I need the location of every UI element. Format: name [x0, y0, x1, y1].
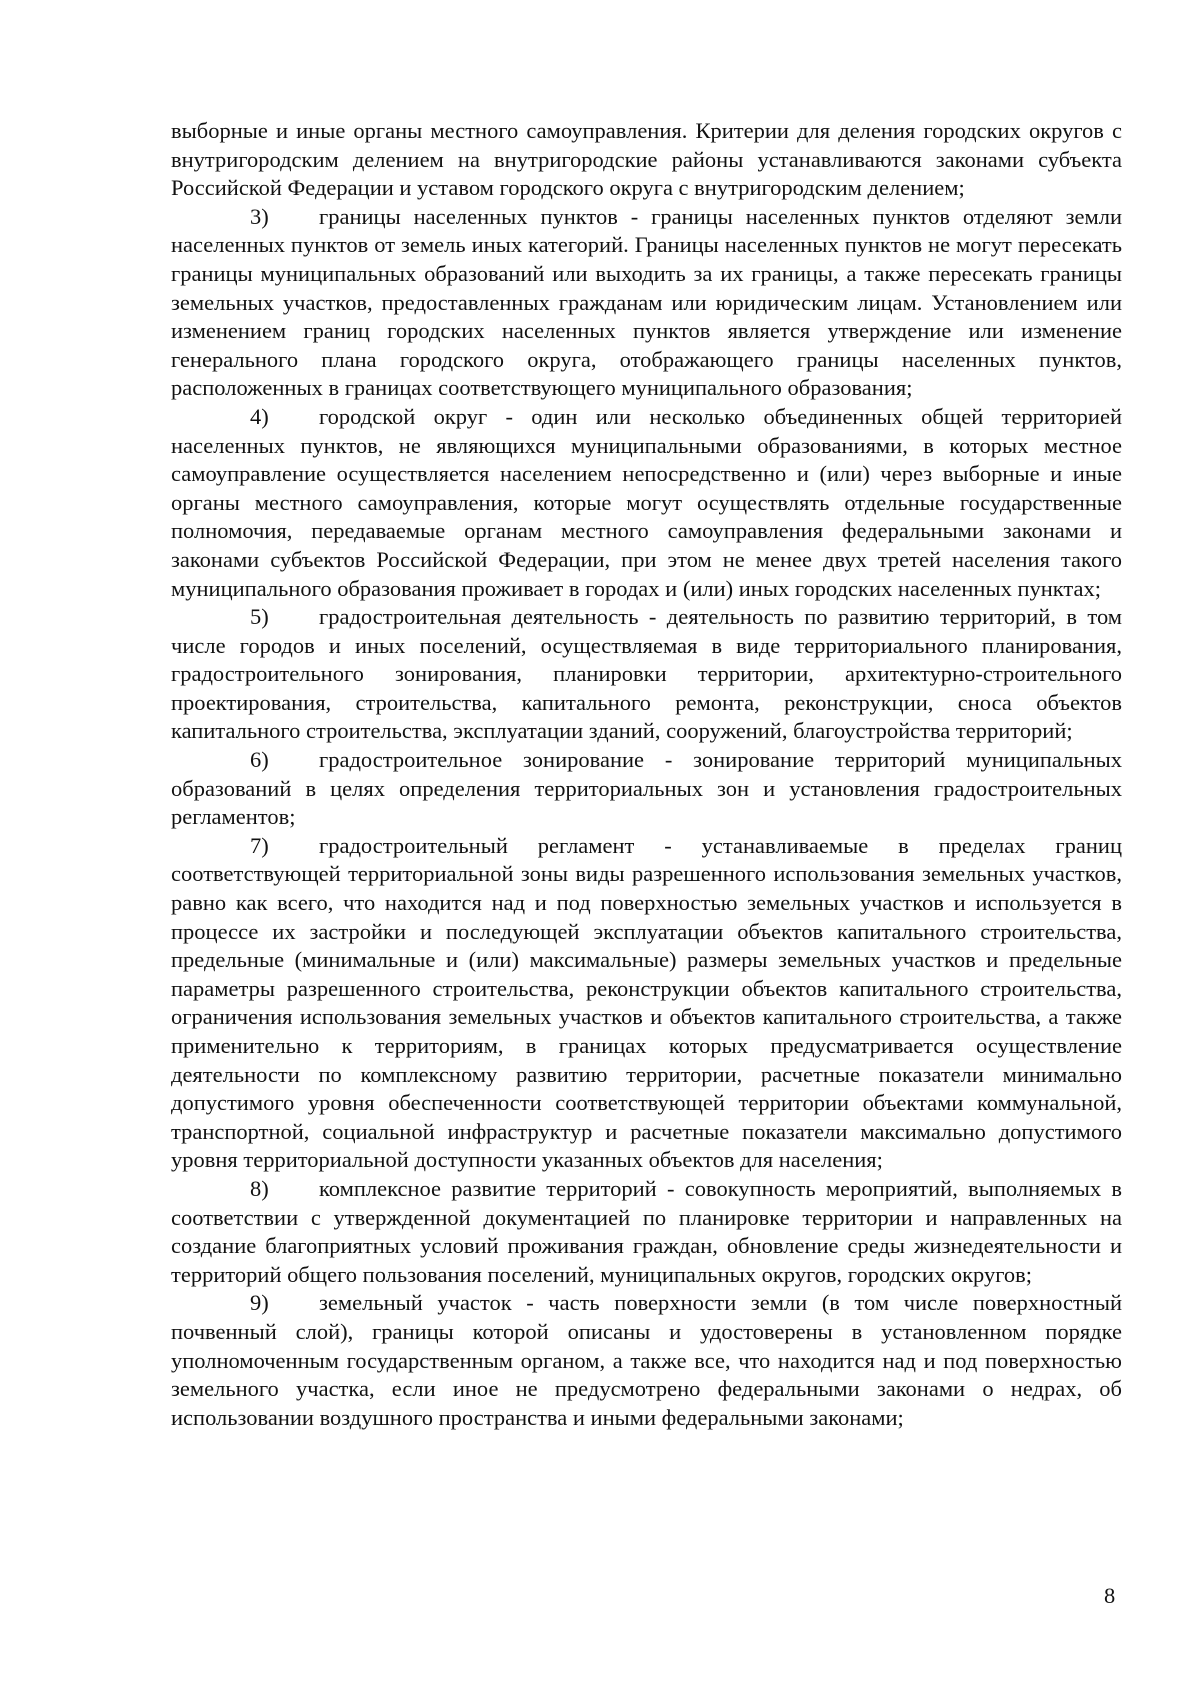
- list-item-9: [171, 1289, 1122, 1432]
- item-number: 7): [250, 832, 269, 858]
- item-text: городской округ - один или несколько объединенных общей территорией населенных пунктов, не являющихся муниципальными образованиями, в которых местное самоуправление осуществляется населением непосредственно и (или) через выборные и иные органы местного самоуправления, которые могут осуществлять отдельные государственные полномочия, передаваемые органам местного самоуправления федеральными законами и законами субъектов Российской Федерации, при этом не менее двух третей населения такого муниципального образования проживает в городах и (или) иных городских населенных пунктах;: [171, 403, 1122, 601]
- item-text: градостроительная деятельность - деятельность по развитию территорий, в том числе городов и иных поселений, осуществляемая в виде территориального планирования, градостроительного зонирования, планировки территории, архитектурно-строительного проектирования, строительства, капитального ремонта, реконструкции, сноса объектов капитального строительства, эксплуатации зданий, сооружений, благоустройства территорий;: [171, 604, 1122, 744]
- item-number: 9): [250, 1290, 269, 1316]
- list-item-5: [171, 603, 1122, 746]
- page-number: 8: [1104, 1583, 1116, 1608]
- item-number: 6): [250, 747, 269, 773]
- list-item-3: [171, 203, 1122, 403]
- list-item-7: [171, 832, 1122, 1175]
- item-text: границы населенных пунктов - границы населенных пунктов отделяют земли населенных пунктов от земель иных категорий. Границы населенных пунктов не могут пересекать границы муниципальных образований или выходить за их границы, а также пересекать границы земельных участков, предоставленных гражданам или юридическим лицам. Установлением или изменением границ городских населенных пунктов является утверждение или изменение генерального плана городского округа, отображающего границы населенных пунктов, расположенных в границах соответствующего муниципального образования;: [171, 203, 1122, 401]
- item-number: 5): [250, 604, 269, 630]
- item-number: 4): [250, 403, 269, 429]
- document-body: [171, 117, 1122, 1432]
- item-number: 8): [250, 1175, 269, 1201]
- item-text: градостроительное зонирование - зонирование территорий муниципальных образований в целях определения территориальных зон и установления градостроительных регламентов;: [171, 747, 1122, 830]
- list-item-4: [171, 403, 1122, 603]
- item-text: земельный участок - часть поверхности земли (в том числе поверхностный почвенный слой), границы которой описаны и удостоверены в установленном порядке уполномоченным государственным органом, а также все, что находится над и под поверхностью земельного участка, если иное не предусмотрено федеральными законами о недрах, об использовании воздушного пространства и иными федеральными законами;: [171, 1290, 1122, 1430]
- item-number: 3): [250, 203, 269, 229]
- item-text: градостроительный регламент - устанавливаемые в пределах границ соответствующей территориальной зоны виды разрешенного использования земельных участков, равно как всего, что находится над и под поверхностью земельных участков и используется в процессе их застройки и последующей эксплуатации объектов капитального строительства, предельные (минимальные и (или) максимальные) размеры земельных участков и предельные параметры разрешенного строительства, реконструкции объектов капитального строительства, ограничения использования земельных участков и объектов капитального строительства, а также применительно к территориям, в границах которых предусматривается осуществление деятельности по комплексному развитию территории, расчетные показатели минимально допустимого уровня обеспеченности соответствующей территории объектами коммунальной, транспортной, социальной инфраструктур и расчетные показатели максимально допустимого уровня территориальной доступности указанных объектов для населения;: [171, 832, 1122, 1173]
- list-item-8: [171, 1175, 1122, 1289]
- intro-paragraph: выборные и иные органы местного самоуправления. Критерии для деления городских округов с внутригородским делением на внутригородские районы устанавливаются законами субъекта Российской Федерации и уставом городского округа с внутригородским делением;: [171, 118, 1122, 201]
- item-text: комплексное развитие территорий - совокупность мероприятий, выполняемых в соответствии с утвержденной документацией по планировке территории и направленных на создание благоприятных условий проживания граждан, обновление среды жизнедеятельности и территорий общего пользования поселений, муниципальных округов, городских округов;: [171, 1175, 1122, 1287]
- list-item-6: [171, 746, 1122, 832]
